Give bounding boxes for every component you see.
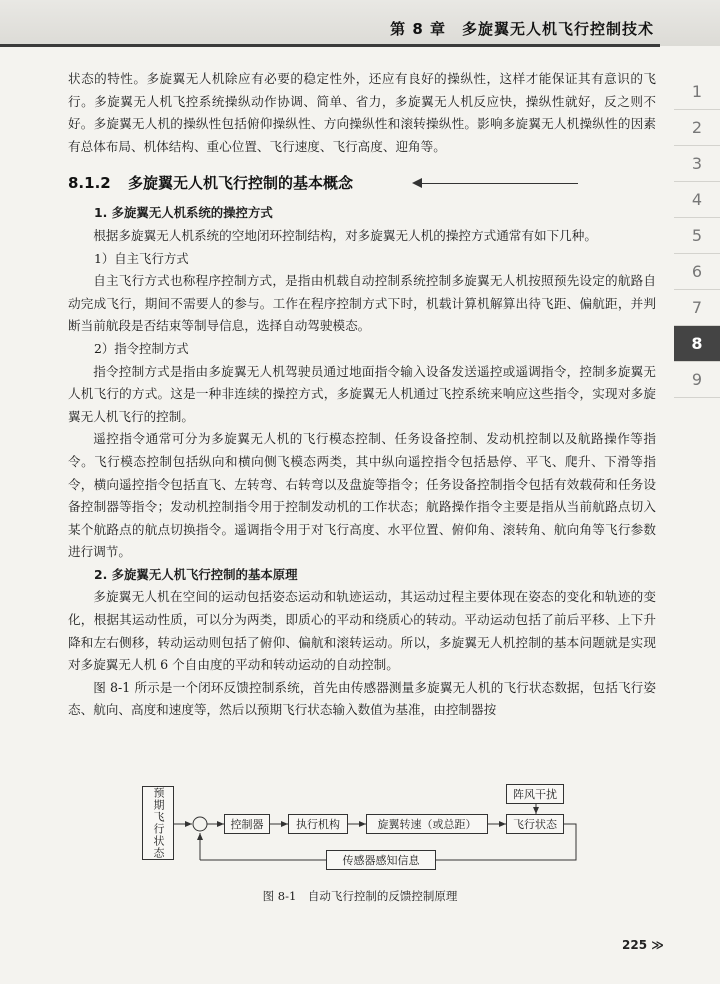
chapter-tab-8-active: 8	[674, 326, 720, 362]
chapter-tab-3: 3	[674, 146, 720, 182]
chapter-tab-1: 1	[674, 74, 720, 110]
subheading: 1. 多旋翼无人机系统的操控方式	[94, 205, 273, 221]
page-number: 225 ≫	[622, 938, 664, 952]
paragraph: 状态的特性。多旋翼无人机除应有必要的稳定性外，还应有良好的操纵性，这样才能保证其有意识的飞行。多旋翼无人机飞控系统操纵动作协调、简单、省力，多旋翼无人机反应快，操纵性就好，反之则不好。多旋翼无人机的操纵性包括俯仰操纵性、方向操纵性和滚转操纵性。影响多旋翼无人机操纵性的因素有总体布局、机体结构、重心位置、飞行速度、飞行高度、迎角等。	[68, 71, 656, 154]
figure-caption: 图 8-1 自动飞行控制的反馈控制原理	[262, 889, 458, 903]
flight-state-box: 飞行状态	[506, 814, 564, 834]
paragraph: 指令控制方式是指由多旋翼无人机驾驶员通过地面指令输入设备发送遥控或遥调指令，控制多旋翼无人机飞行的方式。这是一种非连续的操控方式，多旋翼无人机通过飞控系统来响应这些指令，实现对多旋翼无人机飞行的控制。	[68, 363, 656, 424]
section-number: 8.1.2	[68, 174, 111, 193]
actuator-box: 执行机构	[288, 814, 348, 834]
rotor-speed-box: 旋翼转速（或总距）	[366, 814, 488, 834]
subheading: 2. 多旋翼无人机飞行控制的基本原理	[94, 566, 298, 582]
chapter-tab-6: 6	[674, 254, 720, 290]
body-text	[68, 68, 656, 722]
subheading: 2）指令控制方式	[94, 340, 189, 356]
paragraph: 多旋翼无人机在空间的运动包括姿态运动和轨迹运动，其运动过程主要体现在姿态的变化和轨迹的变化，根据其运动性质，可以分为两类，即质心的平动和绕质心的转动。平动运动包括了前后平移、上下升降和左右侧移，转动运动则包括了俯仰、偏航和滚转运动。所以，多旋翼无人机控制的基本问题就是实现对多旋翼无人机 6 个自由度的平动和转动运动的自动控制。	[68, 589, 656, 673]
paragraph: 自主飞行方式也称程序控制方式，是指由机载自动控制系统控制多旋翼无人机按照预先设定的航路自动完成飞行，期间不需要人的参与。工作在程序控制方式下时，机载计算机解算出待飞距、偏航距，并判断当前航段是否结束等制导信息，选择自动驾驶模态。	[68, 273, 656, 334]
controller-box: 控制器	[224, 814, 270, 834]
arrow-line	[418, 183, 578, 184]
chapter-title: 第 8 章 多旋翼无人机飞行控制技术	[390, 20, 654, 38]
expected-state-box: 预期飞行状态	[142, 786, 174, 860]
paragraph: 遥控指令通常可分为多旋翼无人机的飞行模态控制、任务设备控制、发动机控制以及航路操作等指令。飞行模态控制包括纵向和横向侧飞模态两类，其中纵向遥控指令包括悬停、平飞、爬升、下滑等指令，横向遥控指令包括直飞、左转弯、右转弯以及盘旋等指令；任务设备控制指令包括有效载荷和任务设备控制器等指令；发动机控制指令用于控制发动机的工作状态；航路操作指令主要是指从当前航路点切入某个航路点的航点切换指令。遥调指令用于对飞行高度、水平位置、俯仰角、滚转角、航向角等飞行参数进行调节。	[68, 431, 656, 560]
chapter-tab-5: 5	[674, 218, 720, 254]
subheading: 1）自主飞行方式	[94, 250, 189, 266]
paragraph: 根据多旋翼无人机系统的空地闭环控制结构，对多旋翼无人机的操控方式通常有如下几种。	[93, 227, 597, 243]
section-title: 多旋翼无人机飞行控制的基本概念	[128, 174, 354, 193]
gust-disturbance-box: 阵风干扰	[506, 784, 564, 804]
summing-junction	[193, 817, 207, 831]
chapter-tab-4: 4	[674, 182, 720, 218]
header-rule	[0, 44, 660, 47]
chapter-tabs	[674, 74, 720, 398]
section-heading	[68, 170, 656, 196]
sensor-box: 传感器感知信息	[326, 850, 436, 870]
chapter-tab-7: 7	[674, 290, 720, 326]
chapter-tab-2: 2	[674, 110, 720, 146]
feedback-control-diagram	[136, 780, 590, 880]
chapter-tab-9: 9	[674, 362, 720, 398]
paragraph: 图 8-1 所示是一个闭环反馈控制系统，首先由传感器测量多旋翼无人机的飞行状态数据，包括飞行姿态、航向、高度和速度等，然后以预期飞行状态输入数值为基准，由控制器按	[68, 679, 656, 718]
